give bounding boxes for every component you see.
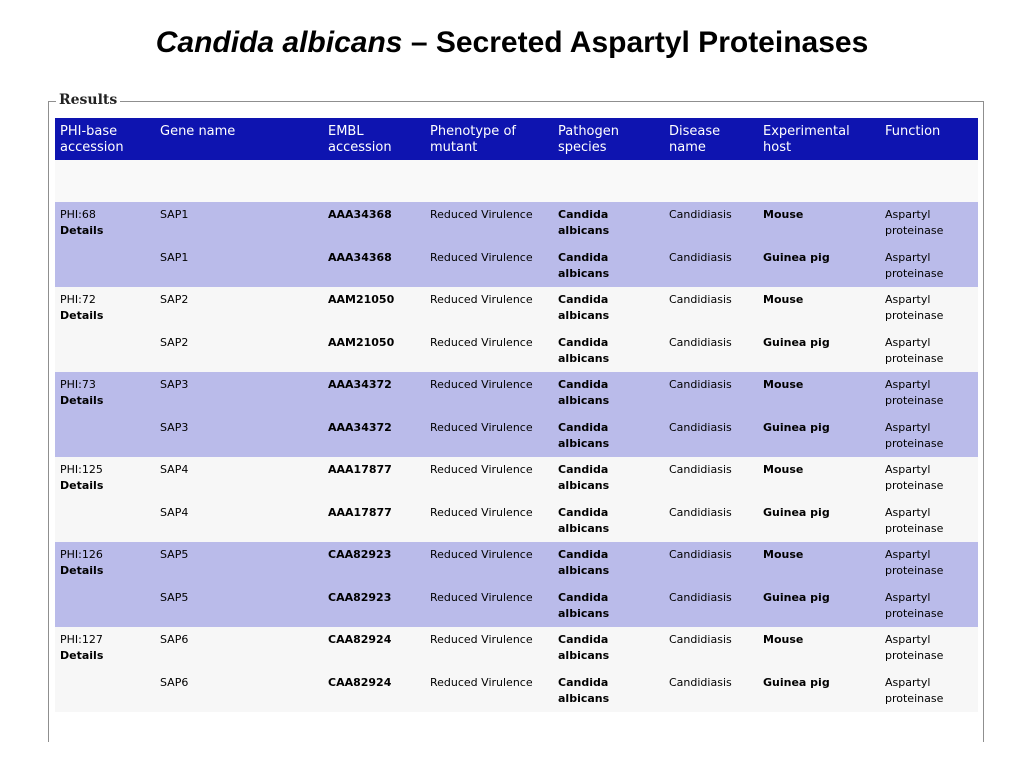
spacer-row [55,160,978,202]
details-link[interactable]: Details [60,394,104,407]
embl-accession-link[interactable]: AAA17877 [328,463,392,476]
details-link[interactable]: Details [60,649,104,662]
details-link[interactable]: Details [60,564,104,577]
disease-name: Candidiasis [669,250,732,264]
header-row [55,118,978,160]
phi-accession: PHI:125 [60,463,103,476]
pathogen-species: Candida albicans [558,208,610,237]
disease-name: Candidiasis [669,463,732,476]
phi-accession: PHI:126 [60,548,103,561]
function: Aspartyl proteinase [885,250,944,280]
column-header: Disease name [664,118,758,160]
experimental-host: Mouse [763,463,804,476]
table-row [55,287,978,330]
embl-accession-link[interactable]: AAA34372 [328,378,392,391]
function: Aspartyl proteinase [885,420,944,450]
phi-accession: PHI:68 [60,208,96,221]
experimental-host: Mouse [763,293,804,306]
column-header: Gene name [155,118,323,160]
experimental-host: Guinea pig [763,675,830,689]
pathogen-species: Candida albicans [558,548,610,577]
disease-name: Candidiasis [669,293,732,306]
function: Aspartyl proteinase [885,548,944,577]
details-link[interactable]: Details [60,479,104,492]
results-body [55,160,978,712]
table-row [55,585,978,628]
experimental-host: Guinea pig [763,505,830,519]
details-link[interactable]: Details [60,309,104,322]
column-header: Function [880,118,978,160]
embl-accession-link[interactable]: AAA17877 [328,505,392,519]
slide-title [0,26,1024,60]
title-species: Candida albicans [155,26,403,59]
table-row [55,457,978,500]
embl-accession-link[interactable]: CAA82923 [328,548,392,561]
phenotype: Reduced Virulence [430,293,533,306]
disease-name: Candidiasis [669,590,732,604]
embl-accession-link[interactable]: CAA82924 [328,633,392,646]
phi-accession: PHI:127 [60,633,103,646]
gene-name: SAP2 [160,335,189,349]
pathogen-species: Candida albicans [558,293,610,322]
phenotype: Reduced Virulence [430,463,533,476]
phenotype: Reduced Virulence [430,378,533,391]
experimental-host: Mouse [763,378,804,391]
function: Aspartyl proteinase [885,590,944,620]
disease-name: Candidiasis [669,420,732,434]
experimental-host: Mouse [763,208,804,221]
pathogen-species: Candida albicans [558,633,610,662]
disease-name: Candidiasis [669,335,732,349]
details-link[interactable]: Details [60,224,104,237]
embl-accession-link[interactable]: AAM21050 [328,335,395,349]
pathogen-species: Candida albicans [558,335,610,365]
embl-accession-link[interactable]: AAA34372 [328,420,392,434]
phi-accession: PHI:72 [60,293,96,306]
phi-accession: PHI:73 [60,378,96,391]
embl-accession-link[interactable]: AAA34368 [328,250,392,264]
gene-name: SAP3 [160,420,189,434]
pathogen-species: Candida albicans [558,463,610,492]
pathogen-species: Candida albicans [558,378,610,407]
table-row [55,415,978,458]
phenotype: Reduced Virulence [430,505,533,519]
gene-name: SAP1 [160,250,189,264]
gene-name: SAP4 [160,505,189,519]
table-row [55,372,978,415]
gene-name: SAP5 [160,590,189,604]
column-header: PHI-base accession [55,118,155,160]
gene-name: SAP4 [160,463,189,476]
function: Aspartyl proteinase [885,293,944,322]
title-rest: – Secreted Aspartyl Proteinases [402,26,869,59]
phenotype: Reduced Virulence [430,208,533,221]
phenotype: Reduced Virulence [430,335,533,349]
disease-name: Candidiasis [669,675,732,689]
column-header: Phenotype of mutant [425,118,553,160]
column-header: Pathogen species [553,118,664,160]
phenotype: Reduced Virulence [430,633,533,646]
pathogen-species: Candida albicans [558,505,610,535]
disease-name: Candidiasis [669,505,732,519]
phenotype: Reduced Virulence [430,420,533,434]
phenotype: Reduced Virulence [430,675,533,689]
function: Aspartyl proteinase [885,675,944,705]
function: Aspartyl proteinase [885,335,944,365]
pathogen-species: Candida albicans [558,420,610,450]
experimental-host: Guinea pig [763,420,830,434]
function: Aspartyl proteinase [885,633,944,662]
disease-name: Candidiasis [669,208,732,221]
gene-name: SAP3 [160,378,189,391]
pathogen-species: Candida albicans [558,675,610,705]
pathogen-species: Candida albicans [558,590,610,620]
pathogen-species: Candida albicans [558,250,610,280]
disease-name: Candidiasis [669,378,732,391]
table-row [55,500,978,543]
table-row [55,542,978,585]
phenotype: Reduced Virulence [430,250,533,264]
disease-name: Candidiasis [669,633,732,646]
gene-name: SAP6 [160,675,189,689]
embl-accession-link[interactable]: CAA82923 [328,590,392,604]
gene-name: SAP5 [160,548,189,561]
results-table [55,118,978,712]
embl-accession-link[interactable]: AAA34368 [328,208,392,221]
phenotype: Reduced Virulence [430,548,533,561]
disease-name: Candidiasis [669,548,732,561]
gene-name: SAP2 [160,293,189,306]
column-header: Experimental host [758,118,880,160]
function: Aspartyl proteinase [885,463,944,492]
gene-name: SAP6 [160,633,189,646]
function: Aspartyl proteinase [885,378,944,407]
table-row [55,245,978,288]
function: Aspartyl proteinase [885,208,944,237]
table-row [55,627,978,670]
gene-name: SAP1 [160,208,189,221]
table-row [55,330,978,373]
experimental-host: Guinea pig [763,335,830,349]
experimental-host: Mouse [763,548,804,561]
table-row [55,202,978,245]
table-row [55,670,978,713]
experimental-host: Guinea pig [763,250,830,264]
results-table-container [55,118,978,714]
function: Aspartyl proteinase [885,505,944,535]
results-legend: Results [56,92,120,108]
embl-accession-link[interactable]: CAA82924 [328,675,392,689]
experimental-host: Mouse [763,633,804,646]
column-header: EMBL accession [323,118,425,160]
embl-accession-link[interactable]: AAM21050 [328,293,395,306]
experimental-host: Guinea pig [763,590,830,604]
phenotype: Reduced Virulence [430,590,533,604]
